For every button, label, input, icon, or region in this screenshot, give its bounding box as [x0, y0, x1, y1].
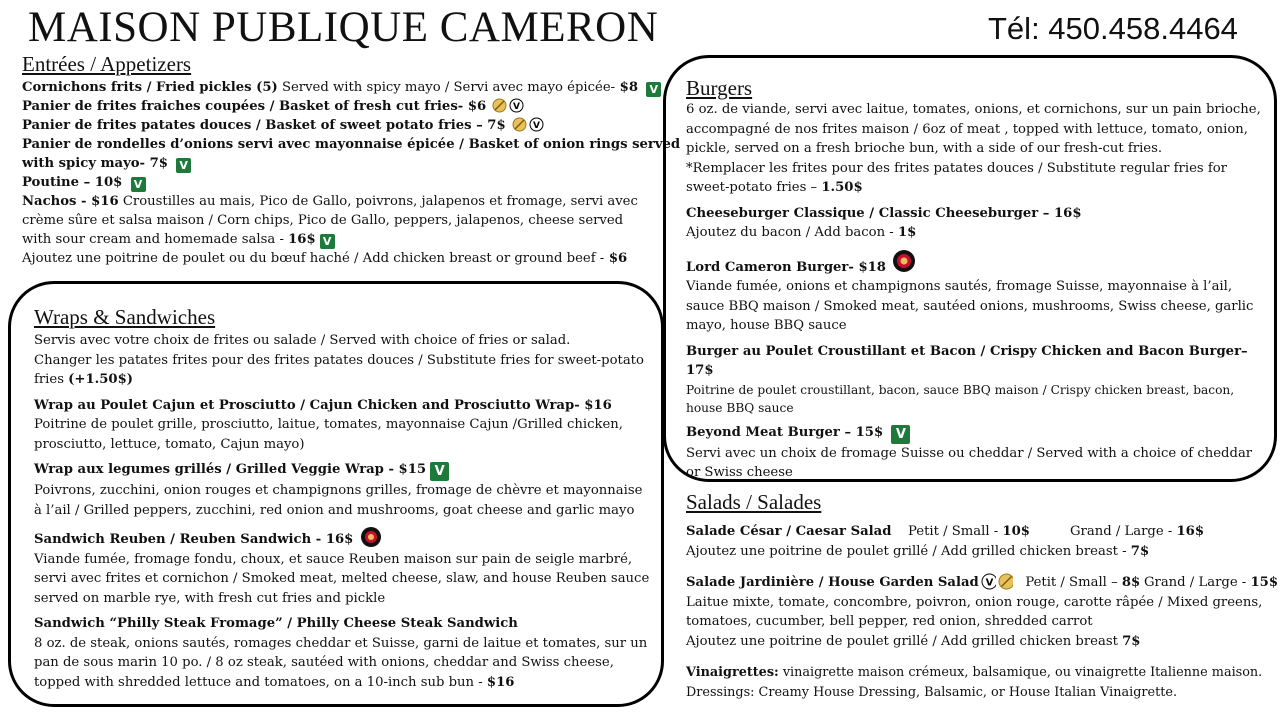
- burgers-section: [686, 76, 1264, 483]
- vegan-badge-icon: V: [131, 177, 146, 192]
- menu-item-poutine: Poutine – 10$ V: [22, 173, 662, 192]
- vinaigrettes-note: Vinaigrettes: vinaigrette maison crémeux, balsamique, ou vinaigrette Italienne maison. Dressings: Creamy House Dressing, Balsamic, or House Italian Vinaigrette.: [686, 665, 1263, 700]
- menu-item-lord-cameron: Lord Cameron Burger- $18 Viande fumée, onions et champignons sautés, fromage Suisse, mayonnaise à l’ail, sauce BBQ maison / Smoked meat, sautéed onions, mushrooms, Swiss cheese, garlic mayo, house BBQ sauce: [686, 249, 1264, 336]
- vegetarian-icon: [509, 98, 524, 113]
- house-emblem-icon: [360, 526, 382, 548]
- menu-item-reuben: Sandwich Reuben / Reuben Sandwich - 16$ Viande fumée, fromage fondu, choux, et sauce Reuben maison sur pain de seigle marbré, servi avec frites et cornichon / Smoked meat, melted cheese, slaw, and house Reuben sauce served on marble rye, with fresh cut fries and pickle: [34, 526, 650, 608]
- gluten-free-icon: [512, 117, 527, 132]
- menu-item-garden-salad: Salade Jardinière / House Garden Salad V Petit / Small – 8$ Grand / Large - 15$ Laitue mixte, tomate, concombre, poivron, onion rouge, carotte râpée / Mixed greens, tomatoes, cucumber, bell pepper, red onion, shredded carrot Ajoutez une poitrine de poulet grillé / Add grilled chicken breast 7$: [686, 575, 1278, 649]
- add-protein-note: Ajoutez une poitrine de poulet ou du bœuf haché / Add chicken breast or ground beef - $6: [22, 251, 628, 266]
- appetizers-section: [22, 52, 681, 268]
- menu-item-crispy-chicken-burger: Burger au Poulet Croustillant et Bacon / Crispy Chicken and Bacon Burger– 17$ Poitrine de poulet croustillant, bacon, sauce BBQ maison / Crispy chicken breast, bacon, house BBQ sauce: [686, 343, 1248, 415]
- wraps-intro: Servis avec votre choix de frites ou salade / Served with choice of fries or salad. Changer les patates frites pour des frites patates douces / Substitute fries for sweet-potato fries (+1.50$): [34, 333, 644, 387]
- vegetarian-icon: [529, 117, 544, 132]
- menu-item-onion-rings: Panier de rondelles d’onions servi avec mayonnaise épicée / Basket of onion rings served: [22, 137, 681, 152]
- menu-item-sweet-potato-fries: Panier de frites patates douces / Basket of sweet potato fries – 7$ V: [22, 116, 662, 135]
- vegan-badge-icon: V: [430, 462, 449, 481]
- svg-text:V: V: [513, 102, 521, 112]
- vegan-badge-icon: V: [646, 82, 661, 97]
- phone-number: Tél: 450.458.4464: [988, 11, 1238, 46]
- svg-text:V: V: [985, 577, 994, 589]
- burgers-title: Burgers: [686, 76, 753, 100]
- menu-item-veggie-wrap: Wrap aux legumes grillés / Grilled Veggie Wrap - $15 V Poivrons, zucchini, onion rouges et champignons grilles, fromage de chèvre et mayonnaise à l’ail / Grilled peppers, zucchini, red onion and mushrooms, goat cheese and garlic mayo: [34, 462, 643, 518]
- salads-title: Salads / Salades: [686, 490, 822, 514]
- menu-item-caesar: Salade César / Caesar Salad Petit / Small - 10$ Grand / Large - 16$ Ajoutez une poitrine de poulet grillé / Add grilled chicken breast - 7$: [686, 524, 1205, 559]
- wraps-section: [34, 305, 650, 692]
- gluten-free-icon: [492, 98, 507, 113]
- vegan-badge-icon: V: [891, 425, 910, 444]
- menu-item-nachos: Nachos - $16 Croustilles au mais, Pico de Gallo, poivrons, jalapenos et fromage, servi avec: [22, 194, 638, 209]
- menu-item-philly: Sandwich “Philly Steak Fromage” / Philly Cheese Steak Sandwich 8 oz. de steak, onions sautés, romages cheddar et Suisse, garni de laitue et tomates, sur un pan de sous marin 10 po. / 8 oz steak, sautéed with onions, cheddar and Swiss cheese, topped with shredded lettuce and tomatoes, on a 10-inch sub bun - $16: [34, 616, 648, 690]
- vegan-badge-icon: V: [176, 158, 191, 173]
- gluten-free-icon: [998, 573, 1013, 590]
- restaurant-title: MAISON PUBLIQUE CAMERON: [28, 4, 659, 51]
- vegetarian-icon: [981, 573, 996, 590]
- menu-item-nachos-price: with sour cream and homemade salsa - 16$ V: [22, 230, 662, 249]
- menu-item-fried-pickles: Cornichons frits / Fried pickles (5) Served with spicy mayo / Servi avec mayo épicée- $8 V: [22, 78, 662, 97]
- menu-item-fresh-fries: Panier de frites fraiches coupées / Basket of fresh cut fries- $6 V: [22, 97, 662, 116]
- salads-section: [686, 490, 1278, 702]
- menu-item-nachos-desc: crème sûre et salsa maison / Corn chips, Pico de Gallo, peppers, jalapenos, cheese served: [22, 213, 624, 228]
- appetizers-title: Entrées / Appetizers: [22, 52, 192, 76]
- menu-item-onion-rings-cont: with spicy mayo- 7$ V: [22, 154, 662, 173]
- menu-item-classic-cheeseburger: Cheeseburger Classique / Classic Cheeseburger – 16$ Ajoutez du bacon / Add bacon - 1$: [686, 205, 1082, 240]
- menu-item-beyond-burger: Beyond Meat Burger – 15$ V Servi avec un choix de fromage Suisse ou cheddar / Served with a choice of cheddar or Swiss cheese: [686, 424, 1253, 480]
- wraps-title: Wraps & Sandwiches: [34, 305, 216, 329]
- menu-item-cajun-wrap: Wrap au Poulet Cajun et Prosciutto / Cajun Chicken and Prosciutto Wrap- $16 Poitrine de poulet grille, prosciutto, laitue, tomates, mayonnaise Cajun /Grilled chicken, prosciutto, lettuce, tomato, Cajun mayo): [34, 397, 623, 452]
- vegan-badge-icon: V: [320, 234, 335, 249]
- burgers-intro: 6 oz. de viande, servi avec laitue, tomates, onions, et cornichons, sur un pain brioche, accompagné de nos frites maison / 6oz of meat , topped with lettuce, tomato, onion, pickle, served on a fresh brioche bun, with a side of our fresh-cut fries. *Remplacer les frites pour des frites patates douces / Substitute regular fries for sweet-potato fries – 1.50$: [686, 102, 1261, 195]
- house-emblem-icon: [892, 249, 916, 273]
- svg-text:V: V: [532, 121, 540, 131]
